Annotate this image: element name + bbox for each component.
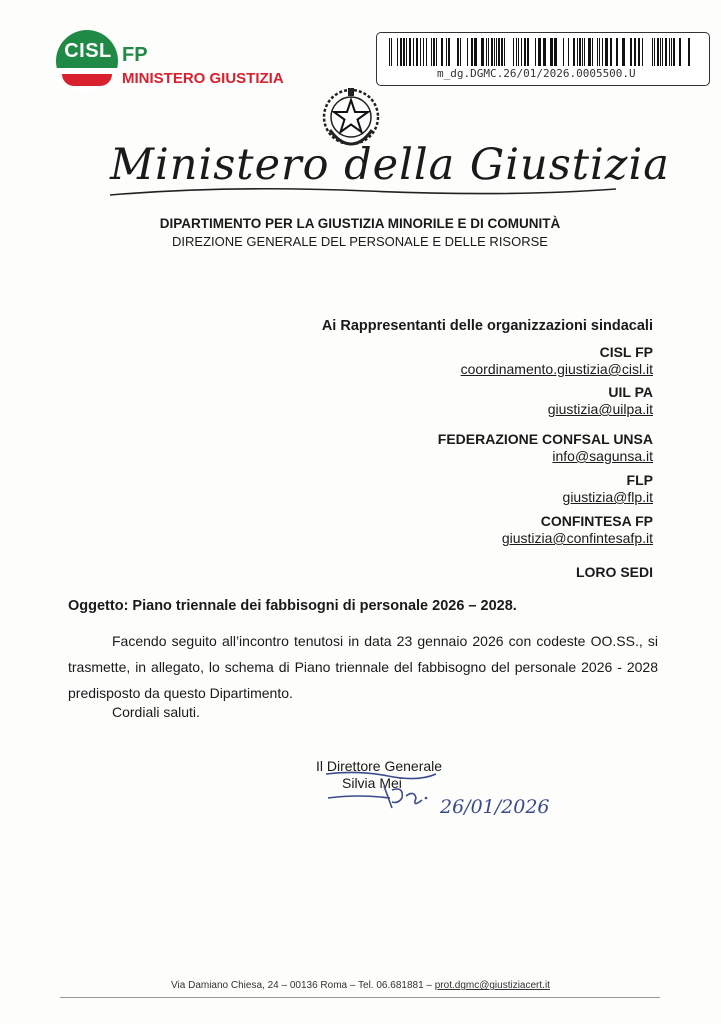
protocol-number: m_dg.DGMC.26/01/2026.0005500.U [437, 67, 636, 80]
footer-contacts [0, 980, 721, 991]
republic-emblem-icon [320, 86, 382, 148]
letter-subject: Oggetto: Piano triennale dei fabbisogni di personale 2026 – 2028. [68, 598, 517, 614]
footer-email-link[interactable]: prot.dgmc@giustiziacert.it [434, 980, 550, 991]
barcode-icon [389, 38, 697, 66]
logo-ministry-name: MINISTERO GIUSTIZIA [122, 70, 284, 87]
logo-suffix: FP [122, 44, 148, 66]
recipient-name: FEDERAZIONE CONFSAL UNSA [437, 431, 653, 447]
letter-body-text: Facendo seguito all’incontro tenutosi in data 23 gennaio 2026 con codeste OO.SS., si trasmette, in allegato, lo schema di Piano triennale del fabbisogno del personale 2026 - 2028 predisposto da questo Dipartimento. [68, 633, 658, 701]
department-name: DIPARTIMENTO PER LA GIUSTIZIA MINORILE E DI COMUNITÀ [159, 216, 561, 231]
protocol-stamp [376, 32, 710, 86]
recipients-closing: LORO SEDI [575, 564, 653, 580]
footer-address: Via Damiano Chiesa, 24 – 00136 Roma – Tel. 06.681881 – [171, 980, 435, 991]
recipient-email-link[interactable]: giustizia@flp.it [562, 489, 653, 505]
recipient-email-link[interactable]: giustizia@confintesafp.it [501, 530, 653, 546]
recipient-name: UIL PA [608, 384, 653, 400]
recipient-name: CONFINTESA FP [540, 513, 653, 529]
recipients-intro: Ai Rappresentanti delle organizzazioni sindacali [321, 318, 653, 334]
letter-body [68, 628, 658, 706]
title-flourish [108, 183, 618, 199]
recipient-name: FLP [626, 472, 653, 488]
cisl-fp-logo [56, 30, 296, 100]
letter-greeting: Cordiali saluti. [112, 704, 200, 720]
signer-role: Il Direttore Generale [316, 758, 443, 774]
footer-divider [60, 997, 660, 998]
ministry-title: Ministero della Giustizia [110, 140, 670, 190]
handwritten-date: 26/01/2026 [440, 796, 550, 818]
signer-name: Silvia Mei [342, 775, 402, 791]
logo-initials: CISL [64, 40, 112, 62]
recipient-email-link[interactable]: info@sagunsa.it [552, 448, 653, 464]
recipient-email-link[interactable]: coordinamento.giustizia@cisl.it [460, 361, 653, 377]
handwritten-signature [318, 768, 438, 818]
directorate-name: DIREZIONE GENERALE DEL PERSONALE E DELLE RISORSE [172, 234, 548, 249]
recipient-name: CISL FP [599, 344, 653, 360]
recipient-email-link[interactable]: giustizia@uilpa.it [547, 401, 653, 417]
cisl-logo-mark [56, 30, 118, 92]
